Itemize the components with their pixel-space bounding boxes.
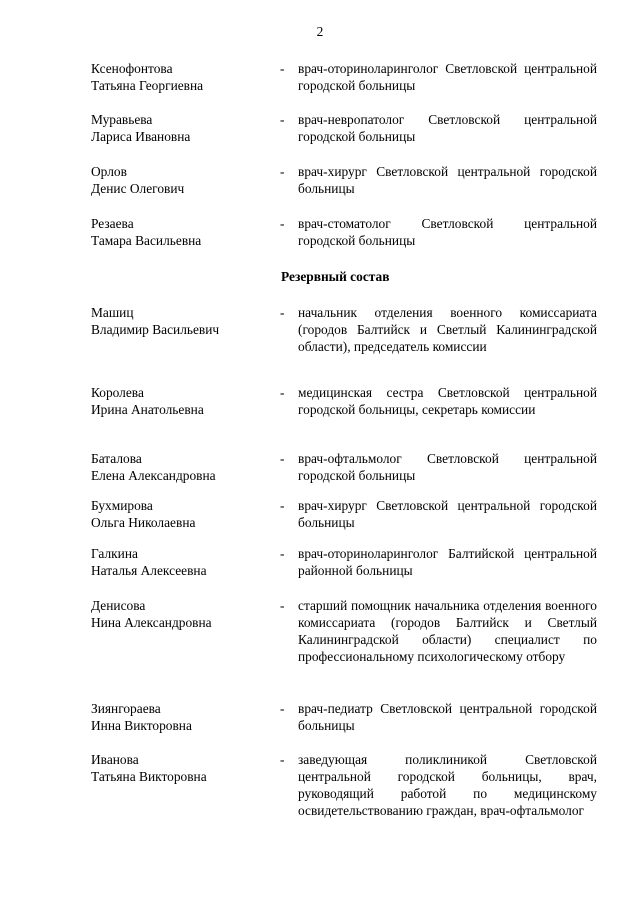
member-given-names: Тамара Васильевна [91, 233, 202, 248]
member-role: врач-офтальмолог Светловской центральной городской больницы [298, 451, 597, 483]
dash: - [280, 598, 285, 613]
member-role: врач-оториноларинголог Светловской центральной городской больницы [298, 61, 597, 93]
member-role: заведующая поликлиникой Светловской центральной городской больницы, врач, руководящий работой по медицинскому освидетельствованию граждан, врач-офтальмолог [298, 752, 597, 818]
member-given-names: Татьяна Викторовна [91, 769, 207, 784]
member-role: врач-стоматолог Светловской центральной городской больницы [298, 216, 597, 248]
page-number: 2 [316, 24, 324, 39]
member-name [91, 751, 271, 785]
member-surname: Баталова [91, 451, 142, 466]
member-surname: Резаева [91, 216, 134, 231]
dash: - [280, 305, 285, 320]
member-name [91, 111, 271, 145]
member-name [91, 163, 271, 197]
member-name [91, 450, 271, 484]
dash: - [280, 385, 285, 400]
member-name [91, 304, 271, 338]
member-name [91, 384, 271, 418]
member-surname: Орлов [91, 164, 127, 179]
member-given-names: Наталья Алексеевна [91, 563, 207, 578]
member-given-names: Татьяна Георгиевна [91, 78, 204, 93]
member-given-names: Инна Викторовна [91, 718, 192, 733]
member-given-names: Ирина Анатольевна [91, 402, 204, 417]
member-name [91, 597, 271, 631]
dash: - [280, 61, 285, 76]
dash: - [280, 701, 285, 716]
member-role: врач-хирург Светловской центральной городской больницы [298, 164, 597, 196]
dash: - [280, 112, 285, 127]
member-name [91, 545, 271, 579]
member-name [91, 215, 271, 249]
member-name [91, 497, 271, 531]
member-role: медицинская сестра Светловской центральной городской больницы, секретарь комиссии [298, 385, 597, 417]
member-surname: Денисова [91, 598, 146, 613]
section-title: Резервный состав [281, 269, 390, 284]
member-given-names: Денис Олегович [91, 181, 185, 196]
member-surname: Зиянгораева [91, 701, 161, 716]
dash: - [280, 216, 285, 231]
member-surname: Машиц [91, 305, 134, 320]
member-surname: Муравьева [91, 112, 153, 127]
member-surname: Галкина [91, 546, 138, 561]
dash: - [280, 498, 285, 513]
member-given-names: Владимир Васильевич [91, 322, 220, 337]
member-surname: Ксенофонтова [91, 61, 173, 76]
dash: - [280, 546, 285, 561]
member-role: врач-невропатолог Светловской центральной городской больницы [298, 112, 597, 144]
member-given-names: Лариса Ивановна [91, 129, 191, 144]
member-role: врач-педиатр Светловской центральной городской больницы [298, 701, 597, 733]
member-surname: Королева [91, 385, 144, 400]
dash: - [280, 164, 285, 179]
member-given-names: Елена Александровна [91, 468, 216, 483]
member-given-names: Нина Александровна [91, 615, 212, 630]
member-surname: Бухмирова [91, 498, 153, 513]
member-role: врач-хирург Светловской центральной городской больницы [298, 498, 597, 530]
member-given-names: Ольга Николаевна [91, 515, 196, 530]
member-role: врач-оториноларинголог Балтийской центральной районной больницы [298, 546, 597, 578]
member-role: старший помощник начальника отделения военного комиссариата (городов Балтийск и Светлый Калининградской области) специалист по профессиональному психологическому отбору [298, 598, 597, 664]
member-role: начальник отделения военного комиссариата (городов Балтийск и Светлый Калининградской области), председатель комиссии [298, 305, 597, 354]
member-name [91, 60, 271, 94]
dash: - [280, 451, 285, 466]
dash: - [280, 752, 285, 767]
member-surname: Иванова [91, 752, 139, 767]
member-name [91, 700, 271, 734]
